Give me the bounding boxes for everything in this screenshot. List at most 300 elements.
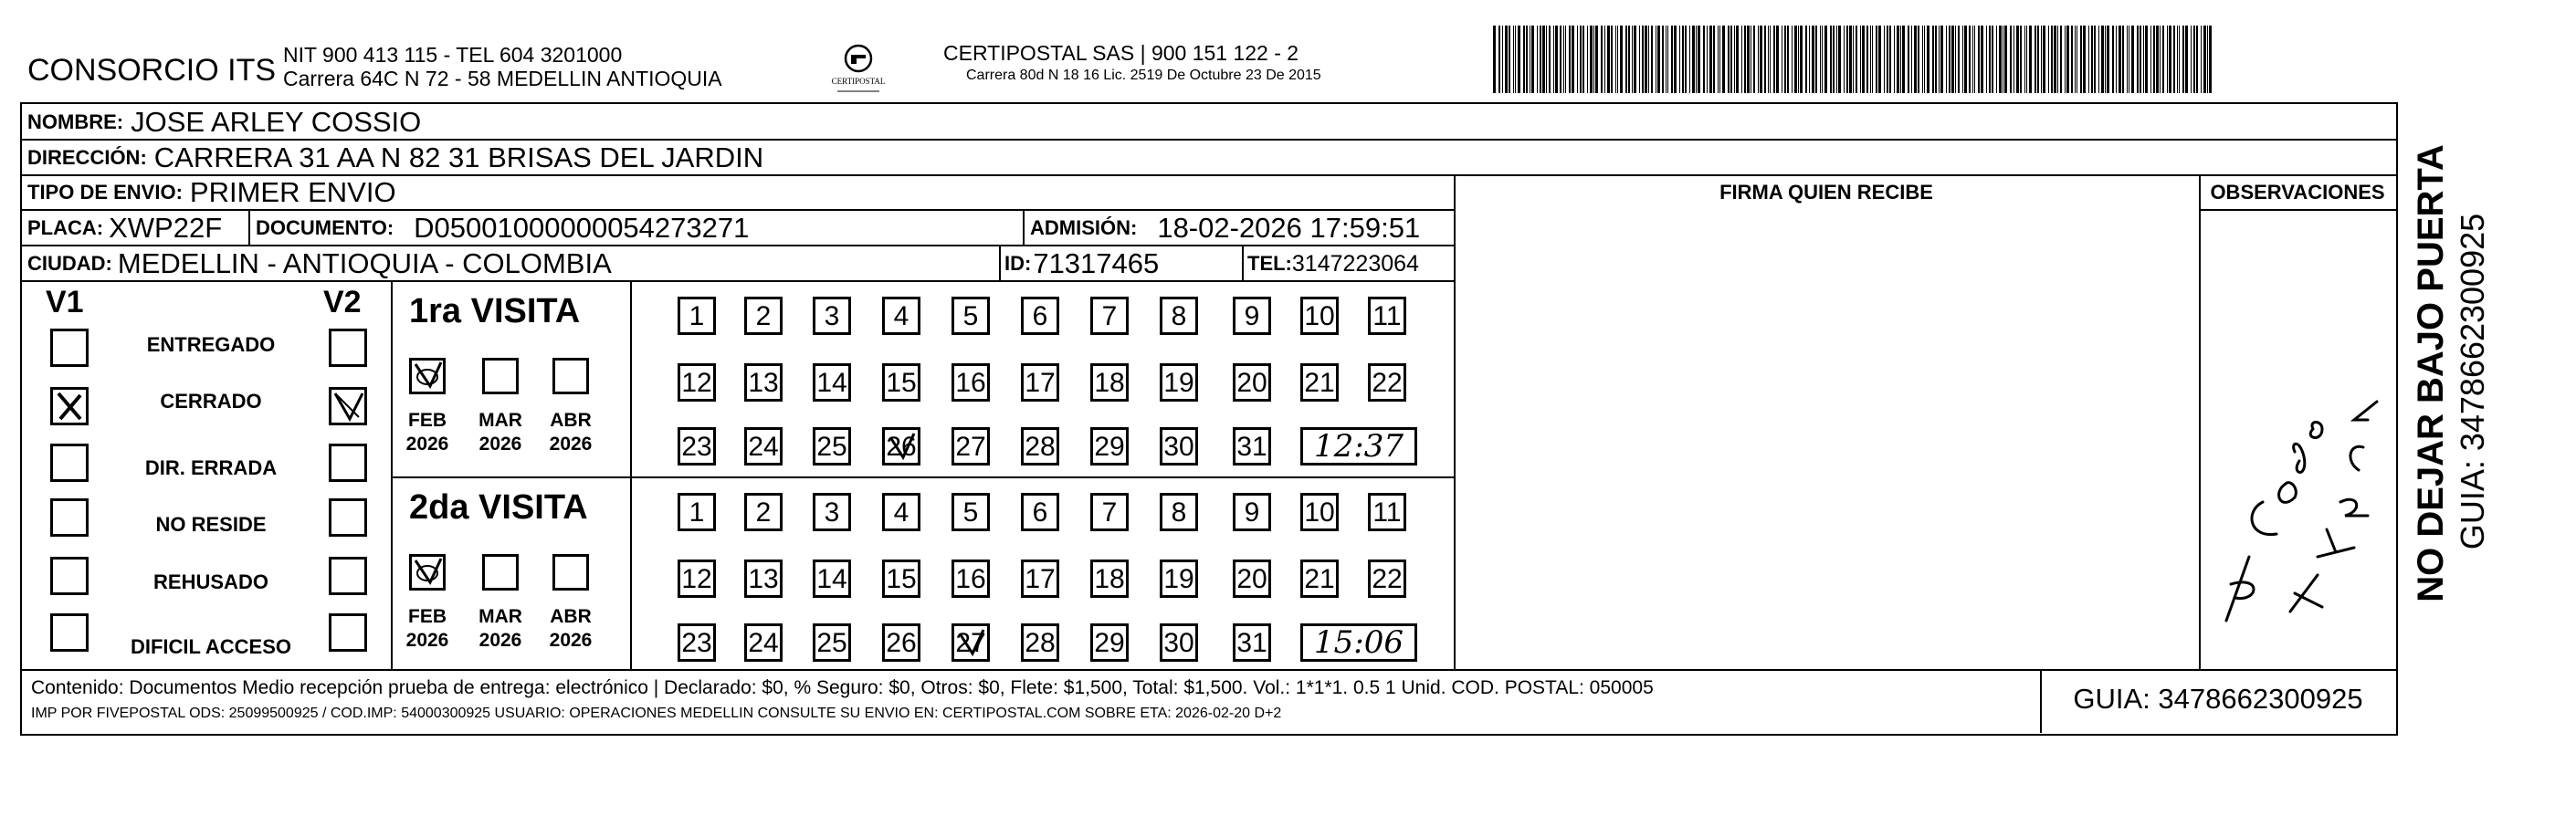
barcode-bar bbox=[1719, 26, 1720, 93]
visit-1-day-8[interactable]: 8 bbox=[1160, 493, 1198, 531]
visit-0-month-label-0: FEB 2026 bbox=[405, 410, 449, 455]
visit-1-day-7[interactable]: 7 bbox=[1090, 493, 1129, 531]
visit-1-day-28[interactable]: 28 bbox=[1021, 623, 1059, 662]
visit-0-day-20[interactable]: 20 bbox=[1233, 363, 1271, 402]
visit-0-day-16[interactable]: 16 bbox=[952, 363, 990, 402]
barcode-bar bbox=[1784, 26, 1786, 93]
barcode-bar bbox=[2071, 26, 2073, 93]
barcode-bar bbox=[2169, 26, 2171, 93]
visit-1-day-25[interactable]: 25 bbox=[813, 623, 851, 662]
barcode-bar bbox=[1900, 26, 1901, 93]
visit-0-day-3[interactable]: 3 bbox=[813, 297, 851, 335]
v1-checkbox-5[interactable] bbox=[50, 613, 89, 652]
barcode-bar bbox=[1707, 26, 1708, 93]
barcode-bar bbox=[1671, 26, 1673, 93]
barcode-bar bbox=[1736, 26, 1739, 93]
visit-1-day-2[interactable]: 2 bbox=[744, 493, 783, 531]
footer-guia: GUIA: 3478662300925 bbox=[2073, 683, 2363, 715]
barcode-bar bbox=[2091, 26, 2093, 93]
visit-0-day-28[interactable]: 28 bbox=[1021, 427, 1059, 466]
barcode-bar bbox=[2035, 26, 2036, 93]
visit-0-day-17[interactable]: 17 bbox=[1021, 363, 1059, 402]
barcode-bar bbox=[1537, 26, 1538, 93]
barcode-bar bbox=[2137, 26, 2139, 93]
visit-0-day-4[interactable]: 4 bbox=[882, 297, 920, 335]
barcode-bar bbox=[1981, 26, 1983, 93]
barcode-bar bbox=[2119, 26, 2121, 93]
placa-label: PLACA: bbox=[27, 216, 104, 239]
barcode-bar bbox=[1972, 26, 1973, 93]
barcode-bar bbox=[2013, 26, 2014, 93]
visit-1-day-22[interactable]: 22 bbox=[1368, 560, 1406, 598]
barcode-bar bbox=[1872, 26, 1873, 93]
barcode-bar bbox=[1989, 26, 1991, 93]
logo-text: CERTIPOSTAL bbox=[831, 77, 886, 86]
barcode-bar bbox=[2037, 26, 2039, 93]
barcode-bar bbox=[1674, 26, 1677, 93]
barcode-bar bbox=[1523, 26, 1525, 93]
barcode-bar bbox=[1709, 26, 1712, 93]
barcode-bar bbox=[2131, 26, 2134, 93]
barcode-bar bbox=[1773, 26, 1775, 93]
barcode-bar bbox=[1682, 26, 1684, 93]
v1-checkbox-4[interactable] bbox=[50, 557, 89, 595]
v1-checkbox-0[interactable] bbox=[50, 329, 89, 367]
barcode-bar bbox=[2209, 26, 2212, 93]
barcode-bar bbox=[1634, 26, 1636, 93]
visit-1-day-30[interactable]: 30 bbox=[1160, 623, 1198, 662]
visit-1-day-19[interactable]: 19 bbox=[1160, 560, 1198, 598]
visit-1-day-15[interactable]: 15 bbox=[882, 560, 920, 598]
visit-1-time-box[interactable]: 15:06 bbox=[1300, 623, 1417, 662]
visit-1-day-24[interactable]: 24 bbox=[744, 623, 783, 662]
ciudad-label: CIUDAD: bbox=[27, 252, 112, 275]
barcode-bar bbox=[1657, 26, 1660, 93]
barcode-bar bbox=[2185, 26, 2188, 93]
visit-1-day-4[interactable]: 4 bbox=[882, 493, 920, 531]
barcode-bar bbox=[1914, 26, 1917, 93]
barcode-bar bbox=[2160, 26, 2161, 93]
barcode-bar bbox=[1830, 26, 1832, 93]
barcode-bar bbox=[1996, 26, 1997, 93]
tel-label: TEL: bbox=[1247, 252, 1292, 275]
direccion-value: CARRERA 31 AA N 82 31 BRISAS DEL JARDIN bbox=[153, 141, 764, 173]
barcode-bar bbox=[1639, 26, 1640, 93]
barcode-bar bbox=[2026, 26, 2027, 93]
barcode-bar bbox=[2101, 26, 2104, 93]
v1-checkbox-1[interactable] bbox=[50, 387, 89, 425]
barcode-bar bbox=[1822, 26, 1823, 93]
visit-0-day-9[interactable]: 9 bbox=[1233, 297, 1271, 335]
barcode-bar bbox=[2107, 26, 2109, 93]
visit-0-day-29[interactable]: 29 bbox=[1090, 427, 1129, 466]
v1-label: V1 bbox=[46, 285, 84, 319]
barcode-bar bbox=[1964, 26, 1967, 93]
barcode-bar bbox=[1590, 26, 1593, 93]
barcode-bar bbox=[1812, 26, 1814, 93]
visit-0-day-5[interactable]: 5 bbox=[952, 297, 990, 335]
visit-1-month-checkbox-2[interactable] bbox=[552, 554, 589, 591]
barcode-bar bbox=[2020, 26, 2022, 93]
visit-1-day-29[interactable]: 29 bbox=[1090, 623, 1129, 662]
barcode-bar bbox=[1651, 26, 1653, 93]
visit-0-month-checkbox-1[interactable] bbox=[482, 358, 519, 394]
barcode-bar bbox=[1526, 26, 1528, 93]
visit-0-day-13[interactable]: 13 bbox=[744, 363, 783, 402]
visit-1-day-23[interactable]: 23 bbox=[678, 623, 716, 662]
visit-0-day-8[interactable]: 8 bbox=[1160, 297, 1198, 335]
barcode-bar bbox=[1770, 26, 1771, 93]
barcode-bar bbox=[1894, 26, 1895, 93]
barcode-bar bbox=[2060, 26, 2062, 93]
barcode-bar bbox=[1555, 26, 1558, 93]
barcode-bar bbox=[1927, 26, 1929, 93]
barcode-bar bbox=[1580, 26, 1582, 93]
barcode-bar bbox=[1876, 26, 1877, 93]
barcode-bar bbox=[1685, 26, 1687, 93]
visit-0-month-checkbox-2[interactable] bbox=[552, 358, 589, 394]
nombre-value: JOSE ARLEY COSSIO bbox=[131, 106, 422, 138]
observaciones-header: OBSERVACIONES bbox=[2210, 181, 2385, 204]
barcode-bar bbox=[1515, 26, 1516, 93]
barcode-bar bbox=[2066, 26, 2069, 93]
tipo-envio-label: TIPO DE ENVIO: bbox=[27, 181, 183, 204]
barcode-bar bbox=[1939, 26, 1940, 93]
barcode-bar bbox=[2004, 26, 2007, 93]
barcode-bar bbox=[1505, 26, 1508, 93]
admision-value: 18-02-2026 17:59:51 bbox=[1157, 212, 1421, 244]
ciudad-value: MEDELLIN - ANTIOQUIA - COLOMBIA bbox=[117, 247, 612, 279]
barcode-bar bbox=[1844, 26, 1845, 93]
visit-0-day-6[interactable]: 6 bbox=[1021, 297, 1059, 335]
barcode-bar bbox=[1741, 26, 1742, 93]
barcode-bar bbox=[1820, 26, 1821, 93]
barcode-bar bbox=[1502, 26, 1503, 93]
barcode-bar bbox=[1601, 26, 1603, 93]
visit-title-0: 1ra VISITA bbox=[409, 292, 581, 330]
status-label-5: DIFICIL ACCESO bbox=[130, 635, 291, 658]
barcode-bar bbox=[1846, 26, 1848, 93]
visit-0-day-19[interactable]: 19 bbox=[1160, 363, 1198, 402]
barcode-bar bbox=[2182, 26, 2184, 93]
nombre-label: NOMBRE: bbox=[27, 110, 124, 133]
barcode-bar bbox=[1908, 26, 1909, 93]
v2-checkbox-2[interactable] bbox=[329, 444, 367, 482]
visit-0-day-23[interactable]: 23 bbox=[678, 427, 716, 466]
barcode-bar bbox=[1730, 26, 1732, 93]
barcode-bar bbox=[2196, 26, 2198, 93]
barcode-bar bbox=[1698, 26, 1700, 93]
barcode-bar bbox=[1747, 26, 1750, 93]
certipostal-line: CERTIPOSTAL SAS | 900 151 122 - 2 bbox=[943, 41, 1299, 65]
visit-0-day-7[interactable]: 7 bbox=[1090, 297, 1129, 335]
barcode-bar bbox=[1540, 26, 1541, 93]
barcode-bar bbox=[2167, 26, 2168, 93]
barcode bbox=[1493, 26, 2219, 93]
barcode-bar bbox=[1632, 26, 1633, 93]
barcode-bar bbox=[2153, 26, 2155, 93]
barcode-bar bbox=[2010, 26, 2012, 93]
visit-1-month-checkbox-0[interactable] bbox=[409, 554, 446, 591]
visit-1-day-27[interactable]: 27 bbox=[952, 623, 990, 662]
barcode-bar bbox=[2193, 26, 2195, 93]
barcode-bar bbox=[1549, 26, 1551, 93]
visit-title-1: 2da VISITA bbox=[409, 488, 588, 527]
v1-checkbox-2[interactable] bbox=[50, 444, 89, 482]
id-label: ID: bbox=[1004, 252, 1032, 275]
barcode-bar bbox=[1794, 26, 1797, 93]
barcode-bar bbox=[1949, 26, 1950, 93]
barcode-bar bbox=[1728, 26, 1730, 93]
barcode-bar bbox=[2143, 26, 2144, 93]
barcode-bar bbox=[1805, 26, 1807, 93]
barcode-bar bbox=[2048, 26, 2049, 93]
barcode-bar bbox=[1776, 26, 1779, 93]
barcode-bar bbox=[1884, 26, 1885, 93]
barcode-bar bbox=[2051, 26, 2053, 93]
barcode-bar bbox=[1768, 26, 1769, 93]
barcode-bar bbox=[1809, 26, 1810, 93]
visit-0-day-1[interactable]: 1 bbox=[678, 297, 716, 335]
barcode-bar bbox=[1666, 26, 1667, 93]
barcode-bar bbox=[1617, 26, 1618, 93]
barcode-bar bbox=[1689, 26, 1690, 93]
visit-1-day-9[interactable]: 9 bbox=[1233, 493, 1271, 531]
company-name: CONSORCIO ITS bbox=[27, 53, 277, 88]
id-value: 71317465 bbox=[1033, 247, 1160, 279]
placa-value: XWP22F bbox=[109, 212, 223, 244]
barcode-bar bbox=[1866, 26, 1868, 93]
v2-checkbox-3[interactable] bbox=[329, 498, 367, 537]
status-label-1: CERRADO bbox=[160, 390, 262, 413]
side-guia: GUIA: 3478662300925 bbox=[2454, 213, 2491, 550]
barcode-bar bbox=[1838, 26, 1841, 93]
status-label-2: DIR. ERRADA bbox=[144, 456, 278, 479]
v2-checkbox-0[interactable] bbox=[329, 329, 367, 367]
visit-0-day-18[interactable]: 18 bbox=[1090, 363, 1129, 402]
barcode-bar bbox=[1764, 26, 1766, 93]
barcode-bar bbox=[1862, 26, 1865, 93]
visit-1-month-label-0: FEB 2026 bbox=[405, 606, 449, 651]
barcode-bar bbox=[1935, 26, 1937, 93]
barcode-bar bbox=[1560, 26, 1561, 93]
barcode-bar bbox=[1986, 26, 1987, 93]
barcode-bar bbox=[2177, 26, 2178, 93]
barcode-bar bbox=[2054, 26, 2056, 93]
barcode-bar bbox=[1625, 26, 1627, 93]
barcode-bar bbox=[2065, 26, 2066, 93]
footer-imp-line: IMP POR FIVEPOSTAL ODS: 25099500925 / COD.IMP: 54000300925 USUARIO: OPERACIONES MEDELLIN CONSULTE SU ENVIO EN: CERTIPOSTAL.COM SOBRE ETA: 2026-02-20 D+2 bbox=[31, 706, 1282, 721]
barcode-bar bbox=[1969, 26, 1971, 93]
barcode-bar bbox=[1815, 26, 1817, 93]
visit-0-day-15[interactable]: 15 bbox=[882, 363, 920, 402]
v1-checkbox-3[interactable] bbox=[50, 498, 89, 537]
barcode-bar bbox=[1974, 26, 1975, 93]
barcode-bar bbox=[1798, 26, 1799, 93]
barcode-bar bbox=[1897, 26, 1899, 93]
visit-1-day-17[interactable]: 17 bbox=[1021, 560, 1059, 598]
visit-0-day-26[interactable]: 26 bbox=[882, 427, 920, 466]
v2-checkbox-4[interactable] bbox=[329, 557, 367, 595]
barcode-bar bbox=[1498, 26, 1500, 93]
visit-0-month-label-1: MAR 2026 bbox=[478, 410, 522, 455]
visit-0-month-checkbox-0[interactable] bbox=[409, 358, 446, 394]
visit-0-day-14[interactable]: 14 bbox=[813, 363, 851, 402]
barcode-bar bbox=[1722, 26, 1725, 93]
barcode-bar bbox=[1992, 26, 1993, 93]
barcode-bar bbox=[2088, 26, 2089, 93]
barcode-bar bbox=[2145, 26, 2148, 93]
barcode-bar bbox=[1792, 26, 1793, 93]
barcode-bar bbox=[1889, 26, 1891, 93]
visit-1-day-11[interactable]: 11 bbox=[1368, 493, 1406, 531]
documento-label: DOCUMENTO: bbox=[256, 216, 394, 239]
barcode-bar bbox=[2075, 26, 2076, 93]
visit-1-day-5[interactable]: 5 bbox=[952, 493, 990, 531]
visit-0-day-31[interactable]: 31 bbox=[1233, 427, 1271, 466]
barcode-bar bbox=[1611, 26, 1613, 93]
visit-1-day-14[interactable]: 14 bbox=[813, 560, 851, 598]
admision-label: ADMISIÓN: bbox=[1030, 216, 1138, 239]
barcode-bar bbox=[1572, 26, 1574, 93]
observaciones-handwriting bbox=[2208, 283, 2391, 648]
barcode-bar bbox=[1615, 26, 1616, 93]
visit-0-day-27[interactable]: 27 bbox=[952, 427, 990, 466]
barcode-bar bbox=[1870, 26, 1871, 93]
barcode-bar bbox=[2098, 26, 2099, 93]
barcode-bar bbox=[1642, 26, 1644, 93]
barcode-bar bbox=[1595, 26, 1598, 93]
barcode-bar bbox=[1836, 26, 1837, 93]
barcode-bar bbox=[1918, 26, 1919, 93]
visit-1-day-16[interactable]: 16 bbox=[952, 560, 990, 598]
visit-0-day-12[interactable]: 12 bbox=[678, 363, 716, 402]
barcode-bar bbox=[1955, 26, 1956, 93]
barcode-bar bbox=[1962, 26, 1963, 93]
direccion-label: DIRECCIÓN: bbox=[27, 146, 147, 169]
barcode-bar bbox=[1577, 26, 1578, 93]
visit-1-day-3[interactable]: 3 bbox=[813, 493, 851, 531]
barcode-bar bbox=[1582, 26, 1584, 93]
barcode-bar bbox=[1860, 26, 1861, 93]
barcode-bar bbox=[1853, 26, 1854, 93]
barcode-bar bbox=[1787, 26, 1789, 93]
barcode-bar bbox=[2083, 26, 2086, 93]
visit-0-day-30[interactable]: 30 bbox=[1160, 427, 1198, 466]
status-label-0: ENTREGADO bbox=[146, 333, 276, 356]
visit-0-time-box[interactable]: 12:37 bbox=[1300, 427, 1417, 466]
barcode-bar bbox=[1951, 26, 1954, 93]
barcode-bar bbox=[2207, 26, 2208, 93]
barcode-bar bbox=[1753, 26, 1755, 93]
visit-1-day-12[interactable]: 12 bbox=[678, 560, 716, 598]
barcode-bar bbox=[1734, 26, 1735, 93]
footer-content-line: Contenido: Documentos Medio recepción prueba de entrega: electrónico | Declarado: $0, % Seguro: $0, Otros: $0, Flete: $1,500, Total: $1,500. Vol.: 1*1*1. 0.5 1 Unid. COD. POSTAL: 050005 bbox=[31, 677, 1654, 698]
barcode-bar bbox=[1569, 26, 1571, 93]
visit-0-day-21[interactable]: 21 bbox=[1300, 363, 1339, 402]
barcode-bar bbox=[1509, 26, 1510, 93]
visit-0-day-24[interactable]: 24 bbox=[744, 427, 783, 466]
barcode-bar bbox=[1493, 26, 1496, 93]
visit-1-day-6[interactable]: 6 bbox=[1021, 493, 1059, 531]
barcode-bar bbox=[1604, 26, 1605, 93]
barcode-bar bbox=[1593, 26, 1594, 93]
visit-1-day-10[interactable]: 10 bbox=[1300, 493, 1339, 531]
barcode-bar bbox=[2201, 26, 2202, 93]
barcode-bar bbox=[1513, 26, 1514, 93]
barcode-bar bbox=[1679, 26, 1680, 93]
barcode-bar bbox=[1824, 26, 1827, 93]
barcode-bar bbox=[2057, 26, 2058, 93]
barcode-bar bbox=[2140, 26, 2141, 93]
tipo-envio-value: PRIMER ENVIO bbox=[189, 176, 396, 208]
visit-1-day-1[interactable]: 1 bbox=[678, 493, 716, 531]
barcode-bar bbox=[1667, 26, 1668, 93]
visit-1-day-21[interactable]: 21 bbox=[1300, 560, 1339, 598]
barcode-bar bbox=[1692, 26, 1695, 93]
barcode-bar bbox=[2127, 26, 2128, 93]
barcode-bar bbox=[1607, 26, 1610, 93]
barcode-bar bbox=[1563, 26, 1564, 93]
barcode-bar bbox=[1902, 26, 1905, 93]
visit-1-month-checkbox-1[interactable] bbox=[482, 554, 519, 591]
nit-line: NIT 900 413 115 - TEL 604 3201000 bbox=[283, 43, 623, 67]
barcode-bar bbox=[1878, 26, 1881, 93]
address-line: Carrera 64C N 72 - 58 MEDELLIN ANTIOQUIA bbox=[283, 67, 722, 90]
visit-0-day-22[interactable]: 22 bbox=[1368, 363, 1406, 402]
barcode-bar bbox=[2094, 26, 2096, 93]
barcode-bar bbox=[2156, 26, 2159, 93]
visit-0-day-25[interactable]: 25 bbox=[813, 427, 851, 466]
status-label-4: REHUSADO bbox=[153, 570, 268, 593]
barcode-bar bbox=[1531, 26, 1534, 93]
visit-1-day-18[interactable]: 18 bbox=[1090, 560, 1129, 598]
barcode-bar bbox=[2080, 26, 2082, 93]
barcode-bar bbox=[1553, 26, 1554, 93]
v2-checkbox-5[interactable] bbox=[329, 613, 367, 652]
barcode-bar bbox=[1542, 26, 1545, 93]
visit-1-day-26[interactable]: 26 bbox=[882, 623, 920, 662]
barcode-bar bbox=[2024, 26, 2025, 93]
barcode-bar bbox=[1696, 26, 1697, 93]
barcode-bar bbox=[2191, 26, 2192, 93]
barcode-bar bbox=[1940, 26, 1943, 93]
barcode-bar bbox=[1703, 26, 1705, 93]
visit-0-day-2[interactable]: 2 bbox=[744, 297, 783, 335]
visit-1-day-31[interactable]: 31 bbox=[1233, 623, 1271, 662]
status-label-3: NO RESIDE bbox=[155, 513, 267, 536]
barcode-bar bbox=[1800, 26, 1803, 93]
barcode-bar bbox=[2016, 26, 2019, 93]
visit-1-day-13[interactable]: 13 bbox=[744, 560, 783, 598]
barcode-bar bbox=[1978, 26, 1980, 93]
firma-header: FIRMA QUIEN RECIBE bbox=[1719, 181, 1933, 204]
tel-value: 3147223064 bbox=[1291, 250, 1419, 277]
barcode-bar bbox=[1518, 26, 1520, 93]
barcode-bar bbox=[2173, 26, 2175, 93]
barcode-bar bbox=[1645, 26, 1647, 93]
barcode-bar bbox=[2041, 26, 2042, 93]
v2-checkbox-1[interactable] bbox=[329, 387, 367, 425]
visit-0-day-11[interactable]: 11 bbox=[1368, 297, 1406, 335]
barcode-bar bbox=[1628, 26, 1630, 93]
barcode-bar bbox=[1662, 26, 1664, 93]
barcode-bar bbox=[1648, 26, 1649, 93]
barcode-bar bbox=[1924, 26, 1925, 93]
visit-0-day-10[interactable]: 10 bbox=[1300, 297, 1339, 335]
barcode-bar bbox=[1744, 26, 1746, 93]
visit-1-day-20[interactable]: 20 bbox=[1233, 560, 1271, 598]
